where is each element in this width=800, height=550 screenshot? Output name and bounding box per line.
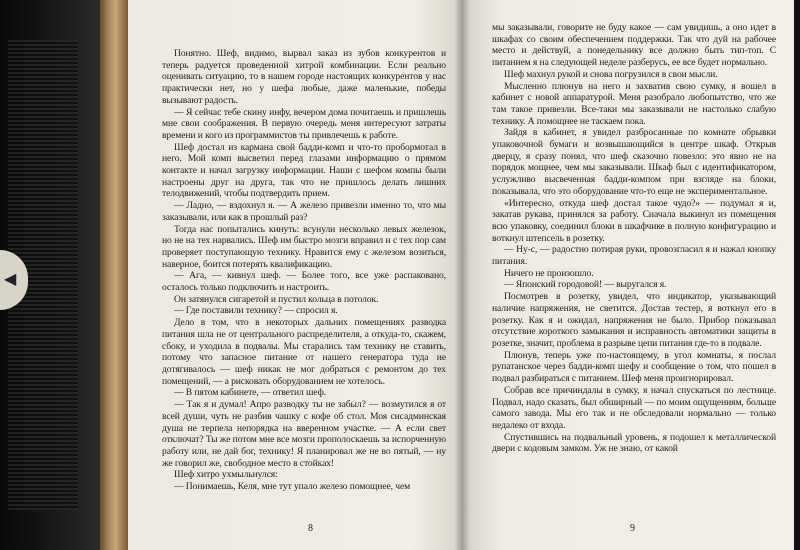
paragraph: Шеф хитро ухмыльнулся: (174, 469, 278, 481)
page-number: 8 (308, 523, 313, 534)
paragraph: Дело в том, что в некоторых дальних помещениях разводка питания шла не от центрального распределителя, а откуда-то, скажем, сбоку, и уходила в подвалы. Мы старались там технику не ставить, потому что запасное питание от нашего генератора туда не дотягивалось — шеф никак не мог добраться с ремонтом до тех помещений, — а рисковать оборудованием не хотелось. (162, 317, 446, 387)
paragraph: Спустившись на подвальный уровень, я подошел к металлической двери с кодовым замком. Уж не знаю, от какой (492, 431, 776, 455)
paragraph: Тогда нас попытались кинуть: всунули несколько левых железок, но не на тех нарвались. Шеф им быстро мозги вправил и с тех пор сам проверяет поступающую технику. Нравится ему с железом возиться, наверное, боится потерять квалификацию. (162, 223, 446, 270)
book-cover-edge (100, 0, 128, 550)
paragraph: — Понимаешь, Келя, мне тут упало железо помощнее, чем (174, 481, 411, 493)
paragraph: Собрав все причиндалы в сумку, я начал спускаться по лестнице. Подвал, надо сказать, был обширный — по моим ощущениям, больше самого завода. Мы его так и не обследовали нормально — только недалеко от входа. (492, 384, 776, 431)
left-page (128, 0, 462, 550)
paragraph: Он затянулся сигаретой и пустил кольца в потолок. (174, 293, 379, 305)
paragraph: — Где поставили технику? — спросил я. (174, 305, 338, 317)
paragraph: Посмотрев в розетку, увидел, что индикатор, указывающий наличие напряжения, не светится. Достав тестер, я воткнул его в розетку. Как я и ожидал, напряжения не было. Прибор показывал отсутствие короткого замыкания и исправность автоматики защиты в розетке, значит, проблема в разрыве цепи питания где-то в подвале. (492, 291, 776, 349)
paragraph: Зайдя в кабинет, я увидел разбросанные по комнате обрывки упаковочной бумаги и возвышающийся в центре шкаф. Открыв дверцу, я сразу понял, что шеф сказочно повезло: это явно не на порядок мощнее, чем мы заказывали. Шкаф был с идентификатором, услужливо высвеченная бадди-компом при взгляде на блоки, показывала, что это оборудование что-то еще не экспериментальное. (492, 127, 776, 197)
paragraph: Шеф махнул рукой и снова погрузился в свои мысли. (504, 68, 718, 80)
paragraph: — В пятом кабинете, — ответил шеф. (174, 387, 326, 399)
arrow-left-icon: ◀ (4, 269, 17, 288)
open-book (128, 0, 800, 550)
paragraph: — Ну-с, — радостно потирая руки, провозгласил я и нажал кнопку питания. (492, 244, 776, 268)
paragraph: — Ладно, — вздохнул я. — А железо привезли именно то, что мы заказывали, или как в прошлый раз? (162, 200, 446, 223)
right-page-text (492, 22, 776, 455)
right-page (462, 0, 800, 550)
scan-border (794, 0, 800, 550)
paragraph: — Ага, — кивнул шеф. — Более того, все уже распаковано, осталось только подключить и настроить. (162, 270, 446, 294)
page-number: 9 (630, 523, 635, 534)
paragraph: Плюнув, теперь уже по-настоящему, в угол комнаты, я послал рупатанское через бадди-комп шефу и сообщение о том, что пошел в подвал разбираться с питанием. Шеф меня проигнорировал. (492, 349, 776, 385)
book-gutter (454, 0, 470, 550)
left-page-text (162, 48, 446, 493)
paragraph: Шеф достал из кармана свой бадди-комп и что-то пробормотал в него. Мой комп высветил перед глазами информацию о прямом контакте и начал загрузку информации. Наши с шефом компы были настроены друг на друга, так что не пришлось делать лишних телодвижений, чтобы подтвердить прием. (162, 141, 446, 200)
paragraph: Ничего не произошло. (504, 267, 594, 279)
paragraph: — Я сейчас тебе скину инфу, вечером дома почитаешь и пришлешь мне свои соображения. В первую очередь меня интересуют затраты времени и кого из программистов ты привлечешь к работе. (162, 106, 446, 141)
paragraph: «Интересно, откуда шеф достал такое чудо?» — подумал я и, закатав рукава, принялся за работу. Сначала выкинул из помещения всю упаковку, соединил блоки в шкафчике в полную конфигурацию и воткнул штепсель в розетку. (492, 197, 776, 244)
paragraph: Понятно. Шеф, видимо, вырвал заказ из зубов конкурентов и теперь радуется проведенной хитрой комбинации. Если реально оценивать ситуацию, то в нашем городе настоящих конкурентов у нас практически нет, но у шефа любые, даже маленькие, победы вызывают радость. (162, 48, 446, 106)
paragraph: мы заказывали, говорите не буду какое — сам увидишь, а оно идет в шкафах со своим обеспечением поддержки. Так что дуй на рабочее место и действуй, а понедельнику все должно быть тип-топ. С питанием я на следующей неделе разберусь, ее все будет нормально. (492, 22, 776, 69)
paragraph: — Так я и думал! Апро разводку ты не забыл? — возмутился я от всей души, чуть не разбив чашку с кофе об стол. Моя сисадминская душа не терпела непорядка на вверенном участке. — А если свет отключат? Ты же потом мне все мозги прополоскаешь за испорченную работу или, не дай бог, технику! Я планировал же не во пятый, — ну же говорил же, свободное место в стойках! (162, 399, 446, 469)
paragraph: Мысленно плюнув на него и захватив свою сумку, я вошел в кабинет с новой аппаратурой. Меня разобрало любопытство, что же там такое привезли. Все-таки мы заказывали не настолько слабую технику. А помощнее не таскаем пока. (492, 80, 776, 127)
paragraph: — Японский городовой! — выругался я. (504, 279, 667, 291)
